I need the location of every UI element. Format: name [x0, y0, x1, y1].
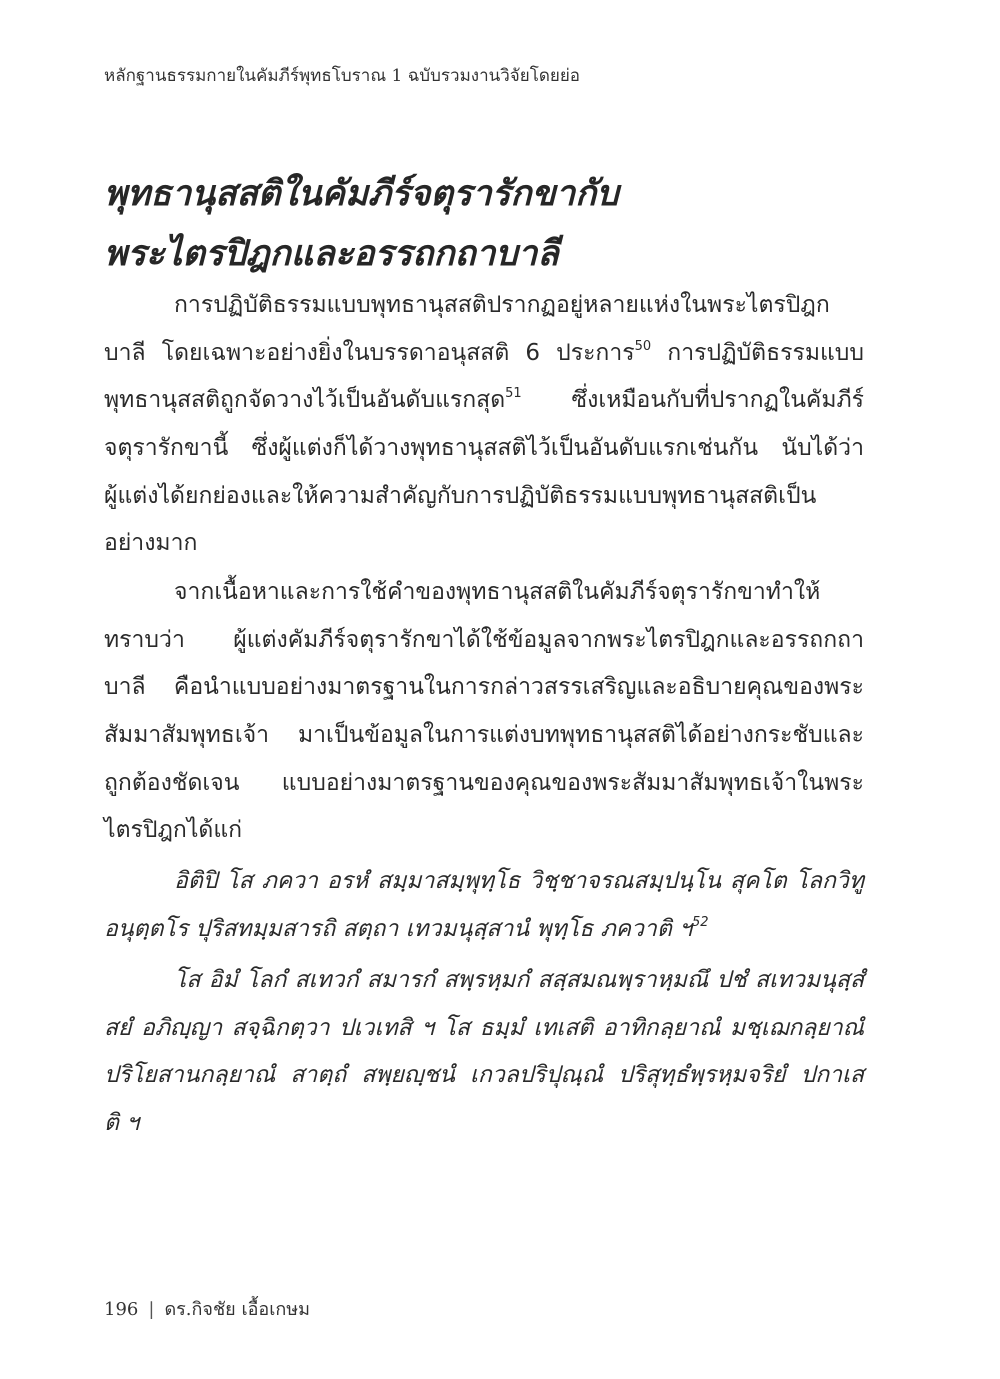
quote-line: ปริโยสานกลฺยาณํ สาตฺถํ สพฺยญฺชนํ เกวลปริปุณฺณํ ปริสุทฺธํพฺรหฺมจริยํ ปกาเส: [104, 1062, 864, 1089]
text-span: ซึ่งเหมือนกับที่ปรากฏในคัมภีร์: [521, 387, 864, 414]
paragraph-2: [104, 569, 864, 855]
paragraph-line: สัมมาสัมพุทธเจ้า มาเป็นข้อมูลในการแต่งบทพุทธานุสสติได้อย่างกระชับและ: [104, 722, 864, 749]
paragraph-line: อย่างมาก: [104, 530, 198, 557]
pali-quote-1: [104, 858, 864, 953]
paragraph-line: [104, 330, 864, 378]
page-number: 196: [104, 1299, 139, 1320]
quote-line: [104, 906, 864, 954]
pali-quote-2: [104, 957, 864, 1148]
footer-separator: |: [148, 1299, 155, 1320]
author-name: ดร.กิจชัย เอื้อเกษม: [164, 1299, 311, 1320]
paragraph-line: ทราบว่า ผู้แต่งคัมภีร์จตุรารักขาได้ใช้ข้อมูลจากพระไตรปิฎกและอรรถกถา: [104, 626, 864, 653]
paragraph-line: ถูกต้องชัดเจน แบบอย่างมาตรฐานของคุณของพระสัมมาสัมพุทธเจ้าในพระ: [104, 769, 864, 796]
text-span: พุทธานุสสติถูกจัดวางไว้เป็นอันดับแรกสุด: [104, 387, 506, 414]
quote-line: ติ ฯ: [104, 1110, 140, 1137]
text-span: อนุตฺตโร ปุริสทมฺมสารถิ สตฺถา เทวมนุสฺสานํ พุทฺโธ ภควาติ ฯ: [104, 915, 692, 942]
paragraph-line: จตุรารักขานี้ ซึ่งผู้แต่งก็ได้วางพุทธานุสสติไว้เป็นอันดับแรกเช่นกัน นับได้ว่า: [104, 435, 864, 462]
paragraph-line: ผู้แต่งได้ยกย่องและให้ความสำคัญกับการปฏิบัติธรรมแบบพุทธานุสสติเป็น: [104, 482, 817, 509]
quote-line: โส อิมํ โลกํ สเทวกํ สมารกํ สพฺรหฺมกํ สสฺสมณพฺราหฺมณึ ปชํ สเทวมนุสฺสํ: [174, 967, 864, 993]
paragraph-1: [104, 282, 864, 568]
chapter-title-line-2: พระไตรปิฎกและอรรถกถาบาลี: [104, 234, 559, 274]
footnote-ref-51[interactable]: 51: [505, 386, 522, 402]
paragraph-line: จากเนื้อหาและการใช้คำของพุทธานุสสติในคัมภีร์จตุรารักขาทำให้: [174, 579, 821, 605]
quote-line: อิติปิ โส ภควา อรหํ สมฺมาสมฺพุทฺโธ วิชฺชาจรณสมฺปนฺโน สุคโต โลกวิทู: [174, 868, 864, 894]
paragraph-line: การปฏิบัติธรรมแบบพุทธานุสสติปรากฏอยู่หลายแห่งในพระไตรปิฎก: [174, 292, 830, 318]
chapter-title-line-1: พุทธานุสสติในคัมภีร์จตุรารักขากับ: [104, 174, 619, 214]
text-span: การปฏิบัติธรรมแบบ: [651, 339, 865, 366]
page-footer: [104, 1294, 310, 1323]
text-span: บาลี โดยเฉพาะอย่างยิ่งในบรรดาอนุสสติ 6 ประการ: [104, 339, 635, 366]
footnote-ref-52[interactable]: 52: [691, 914, 709, 930]
paragraph-line: บาลี คือนำแบบอย่างมาตรฐานในการกล่าวสรรเสริญและอธิบายคุณของพระ: [104, 674, 864, 701]
running-header: หลักฐานธรรมกายในคัมภีร์พุทธโบราณ 1 ฉบับรวมงานวิจัยโดยย่อ: [104, 66, 581, 86]
paragraph-line: ไตรปิฎกได้แก่: [104, 817, 243, 844]
footnote-ref-50[interactable]: 50: [634, 338, 652, 354]
quote-line: สยํ อภิญฺญา สจฺฉิกตฺวา ปเวเทสิ ฯ โส ธมฺมํ เทเสติ อาทิกลฺยาณํ มชฺเฌกลฺยาณํ: [104, 1014, 864, 1041]
paragraph-line: [104, 377, 864, 425]
